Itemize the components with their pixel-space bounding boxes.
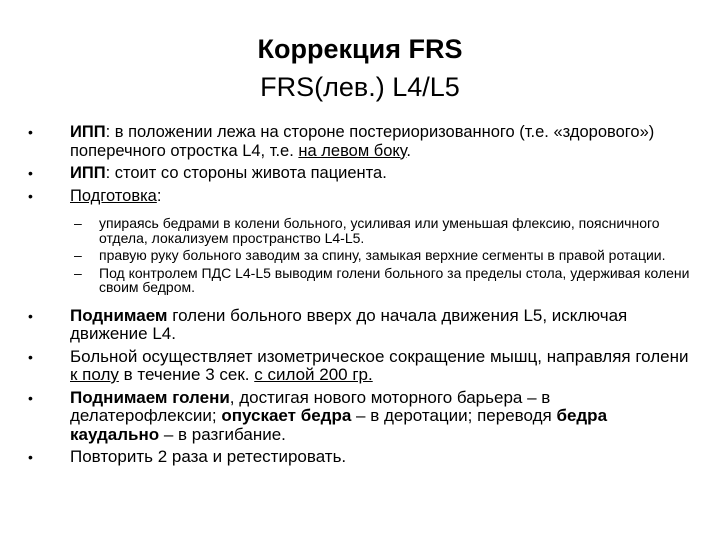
item-segment: опускает бедра	[221, 406, 352, 425]
bullet-icon: •	[28, 165, 33, 181]
sub-item	[28, 248, 698, 263]
bullet-item	[28, 448, 698, 467]
slide-content	[28, 123, 698, 467]
bullet-item	[28, 389, 698, 445]
item-text	[70, 306, 627, 344]
item-segment: Поднимаем	[70, 305, 168, 325]
sub-item-text: Под контролем ПДС L4-L5 выводим голени больного за пределы стола, удерживая колени своим бедром.	[99, 264, 690, 295]
item-segment: :	[156, 186, 162, 205]
item-segment: Подготовка	[70, 186, 157, 205]
item-segment: : стоит со стороны живота пациента.	[105, 164, 387, 182]
item-text	[70, 347, 689, 385]
item-segment: .	[406, 141, 411, 160]
title-line-2: FRS(лев.) L4/L5	[260, 72, 460, 102]
bullet-item	[28, 187, 698, 206]
bullet-icon: •	[28, 307, 33, 324]
item-segment: , достигая нового моторного барьера – в делатерофлексии;	[70, 387, 551, 425]
bullet-item	[28, 307, 698, 344]
item-text	[70, 447, 346, 466]
item-text	[70, 164, 387, 182]
item-segment: Больной осуществляет изометрическое сокращение мышц, направляя голени	[70, 346, 689, 366]
sub-item	[28, 216, 698, 245]
bullet-icon: •	[28, 389, 33, 406]
item-segment: с силой 200 гр.	[254, 365, 373, 384]
dash-icon: –	[74, 215, 82, 231]
item-segment: к полу	[70, 365, 119, 384]
item-segment: в течение 3 сек.	[118, 365, 255, 384]
item-segment: : в положении лежа на стороне постериоризованного (т.е. «здорового») поперечного отростка L4, т.е.	[70, 123, 655, 160]
bullet-icon: •	[28, 124, 33, 140]
dash-icon: –	[74, 247, 82, 263]
sub-item-text: упираясь бедрами в колени больного, усиливая или уменьшая флексию, поясничного отдела, локализуем пространство L4-L5.	[99, 215, 660, 246]
bullet-icon: •	[28, 187, 33, 204]
dash-icon: –	[74, 264, 82, 281]
item-segment: на левом боку	[298, 141, 407, 160]
item-text	[70, 187, 161, 205]
bullet-icon: •	[28, 348, 33, 365]
bullet-item	[28, 164, 698, 183]
bullet-icon: •	[28, 449, 33, 465]
bullet-item	[28, 348, 698, 385]
item-segment: – в разгибание.	[159, 424, 286, 444]
item-segment: Повторить 2 раза и ретестировать.	[70, 447, 347, 466]
item-segment: ИПП	[70, 123, 106, 141]
item-text	[70, 388, 607, 444]
item-segment: Поднимаем голени	[70, 387, 230, 407]
item-text	[70, 123, 654, 160]
slide-title	[0, 30, 720, 106]
item-segment: ИПП	[70, 164, 106, 182]
item-segment: бедра каудально	[70, 406, 608, 444]
item-segment: голени больного вверх до начала движения L5, исключая движение L4.	[70, 305, 628, 343]
title-line-1: Коррекция FRS	[257, 34, 463, 64]
sub-item-text: правую руку больного заводим за спину, замыкая верхние сегменты в правой ротации.	[99, 247, 666, 263]
item-segment: – в деротации; переводя	[351, 406, 557, 425]
bullet-item	[28, 123, 698, 160]
sub-item	[28, 266, 698, 295]
